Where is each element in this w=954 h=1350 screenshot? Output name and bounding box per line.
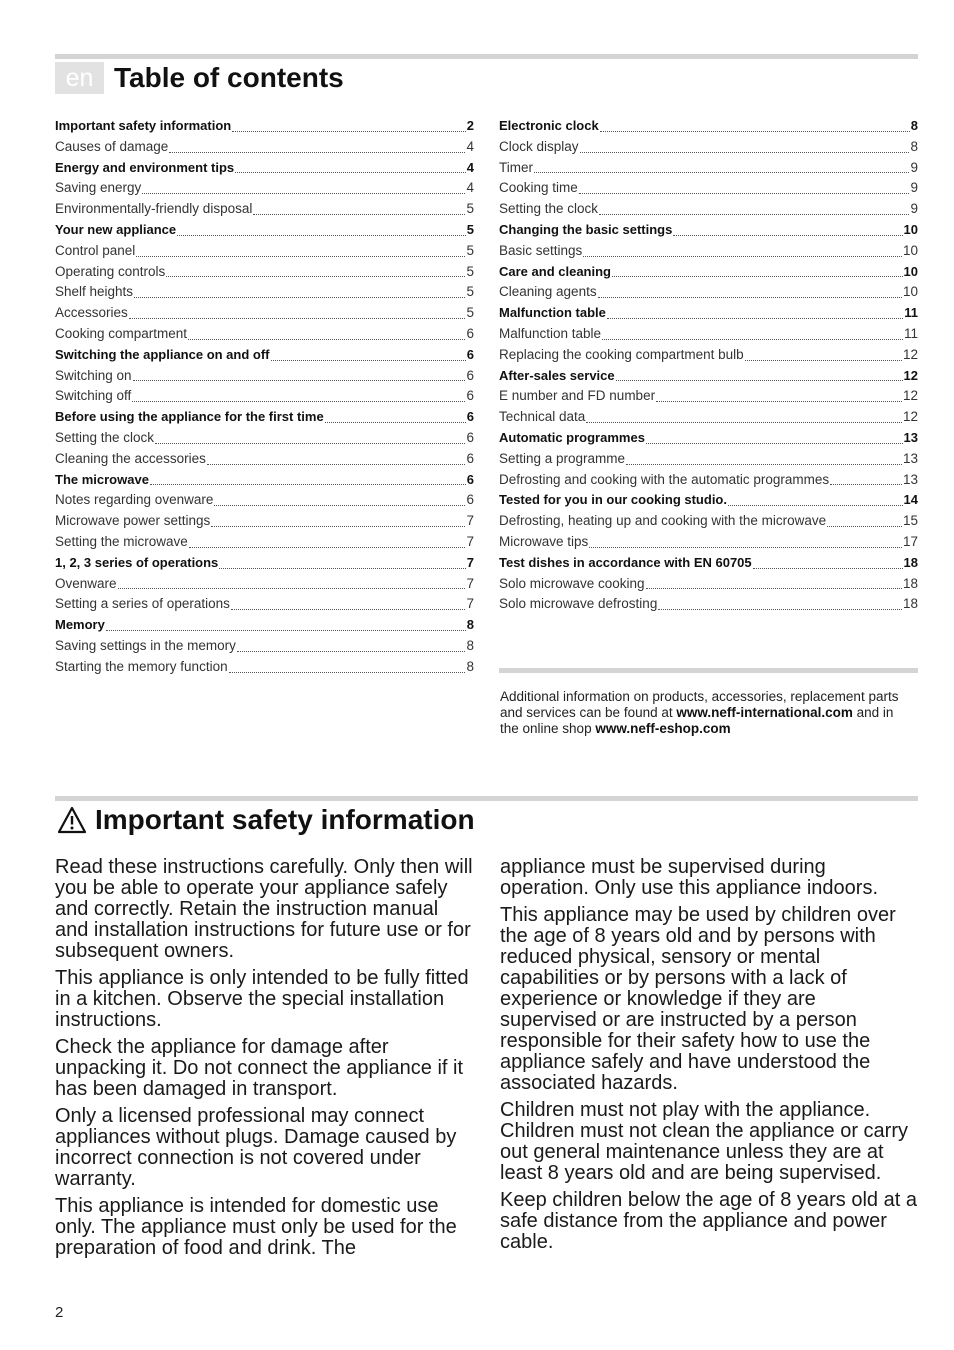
toc-entry[interactable] <box>499 449 918 470</box>
toc-dot-leader <box>235 171 466 173</box>
toc-dot-leader <box>589 546 902 548</box>
safety-paragraph: This appliance may be used by children over the age of 8 years old and by persons with reduced physical, sensory or mental capabilities or by persons with a lack of experience or knowledge if they are supervised or are instructed by a person responsible for their safety how to use the appliance safely and have understood the associated hazards. <box>500 904 896 1094</box>
toc-entry-label: Technical data <box>499 409 586 425</box>
toc-dot-leader <box>600 130 910 132</box>
additional-info <box>500 689 915 737</box>
toc-entry-page: 9 <box>910 180 918 196</box>
safety-paragraph: appliance must be supervised during operation. Only use this appliance indoors. <box>500 856 879 899</box>
toc-dot-leader <box>271 359 466 361</box>
toc-entry-page: 6 <box>466 388 474 404</box>
toc-dot-leader <box>166 275 465 277</box>
toc-entry[interactable] <box>499 345 918 366</box>
toc-entry-label: Setting the clock <box>499 201 599 217</box>
toc-dot-leader <box>658 608 902 610</box>
toc-dot-leader <box>214 504 465 506</box>
toc-entry-label: Automatic programmes <box>499 429 645 445</box>
toc-section-entry[interactable] <box>499 428 918 449</box>
toc-entry[interactable] <box>55 428 474 449</box>
toc-entry[interactable] <box>499 241 918 262</box>
toc-entry-page: 6 <box>466 409 474 425</box>
toc-dot-leader <box>133 379 466 381</box>
toc-entry[interactable] <box>499 574 918 595</box>
toc-entry-label: Setting the clock <box>55 429 155 445</box>
toc-section-entry[interactable] <box>499 116 918 137</box>
safety-paragraph: This appliance is intended for domestic use only. The appliance must only be used for the preparation of food and drink. The <box>55 1195 457 1259</box>
toc-entry-label: Cleaning agents <box>499 284 597 300</box>
toc-entry[interactable] <box>499 282 918 303</box>
toc-section-entry[interactable] <box>499 553 918 574</box>
toc-entry-label: Accessories <box>55 305 128 321</box>
toc-entry-page: 5 <box>466 284 474 300</box>
toc-entry-label: Switching on <box>55 367 132 383</box>
toc-entry-label: E number and FD number <box>499 388 656 404</box>
toc-dot-leader <box>830 483 902 485</box>
info-text-middle: and in the online shop <box>500 705 894 736</box>
toc-dot-leader <box>229 671 466 673</box>
toc-section-entry[interactable] <box>499 366 918 387</box>
toc-entry-label: Switching off <box>55 388 132 404</box>
toc-entry-page: 8 <box>910 138 918 154</box>
toc-entry-label: Clock display <box>499 138 579 154</box>
toc-dot-leader <box>656 400 902 402</box>
toc-entry-page: 12 <box>902 346 918 362</box>
toc-section-entry[interactable] <box>55 407 474 428</box>
toc-entry[interactable] <box>499 532 918 553</box>
toc-entry-label: Operating controls <box>55 263 166 279</box>
toc-entry-page: 5 <box>466 263 474 279</box>
toc-entry-label: Defrosting and cooking with the automatic programmes <box>499 471 830 487</box>
toc-entry[interactable] <box>55 262 474 283</box>
toc-entry-page: 10 <box>902 284 918 300</box>
toc-dot-leader <box>237 650 466 652</box>
safety-left-column <box>55 857 473 1265</box>
toc-entry-label: Tested for you in our cooking studio. <box>499 492 727 508</box>
toc-dot-leader <box>188 338 465 340</box>
toc-entry-page: 18 <box>902 596 918 612</box>
toc-dot-leader <box>646 442 903 444</box>
toc-entry-label: Timer <box>499 159 533 175</box>
toc-entry-label: After-sales service <box>499 367 615 383</box>
toc-dot-leader <box>169 151 465 153</box>
toc-entry-label: Saving settings in the memory <box>55 637 236 653</box>
toc-entry-page: 10 <box>903 221 918 237</box>
toc-dot-leader <box>134 296 465 298</box>
toc-entry-label: Defrosting, heating up and cooking with the microwave <box>499 513 827 529</box>
toc-entry[interactable] <box>499 470 918 491</box>
toc-entry-page: 15 <box>902 513 918 529</box>
toc-entry[interactable] <box>55 386 474 407</box>
toc-entry-page: 7 <box>466 513 474 529</box>
safety-heading <box>55 802 475 838</box>
toc-dot-leader <box>612 275 903 277</box>
toc-dot-leader <box>586 421 902 423</box>
safety-paragraph: Only a licensed professional may connect appliances without plugs. Damage caused by incorrect connection is not covered under warranty. <box>55 1105 457 1190</box>
safety-rule <box>55 796 918 801</box>
toc-entry-page: 12 <box>902 409 918 425</box>
toc-section-entry[interactable] <box>55 158 474 179</box>
toc-title: Table of contents <box>114 62 344 93</box>
toc-dot-leader <box>673 234 902 236</box>
toc-entry-label: Malfunction table <box>499 305 606 321</box>
toc-dot-leader <box>207 463 466 465</box>
toc-entry-page: 5 <box>466 221 474 237</box>
toc-entry-label: Cleaning the accessories <box>55 450 206 466</box>
toc-dot-leader <box>598 296 902 298</box>
toc-entry[interactable] <box>55 511 474 532</box>
toc-entry-label: Microwave power settings <box>55 513 211 529</box>
toc-entry-label: Cooking time <box>499 180 578 196</box>
toc-dot-leader <box>177 234 466 236</box>
toc-entry[interactable] <box>55 657 474 678</box>
toc-entry[interactable] <box>55 303 474 324</box>
safety-right-column <box>500 857 918 1259</box>
safety-paragraph: Check the appliance for damage after unpacking it. Do not connect the appliance if it has been damaged in transport. <box>55 1036 464 1100</box>
toc-entry-label: Important safety information <box>55 118 232 133</box>
info-text-before: Additional information on products, accessories, replacement parts and services can be found at <box>500 689 899 720</box>
toc-entry-page: 8 <box>910 118 918 133</box>
toc-dot-leader <box>211 525 465 527</box>
top-rule <box>55 54 918 59</box>
toc-entry-page: 13 <box>903 429 918 445</box>
toc-dot-leader <box>646 587 902 589</box>
toc-entry[interactable] <box>55 366 474 387</box>
toc-dot-leader <box>136 255 465 257</box>
toc-dot-leader <box>106 629 466 631</box>
toc-entry-label: Setting a programme <box>499 450 626 466</box>
toc-entry-label: Before using the appliance for the first time <box>55 409 324 425</box>
toc-entry-page: 18 <box>902 575 918 591</box>
toc-entry-page: 12 <box>902 388 918 404</box>
safety-paragraph: Children must not play with the appliance. Children must not clean the appliance or carry out general maintenance unless they are at least 8 years old and are being supervised. <box>500 1099 908 1184</box>
toc-dot-leader <box>231 608 466 610</box>
toc-entry-page: 10 <box>902 242 918 258</box>
toc-entry-page: 6 <box>466 367 474 383</box>
toc-entry-page: 7 <box>466 596 474 612</box>
info-rule <box>499 668 918 673</box>
toc-entry-label: Care and cleaning <box>499 263 611 279</box>
toc-entry-page: 14 <box>903 492 918 508</box>
language-badge: en <box>55 62 104 94</box>
toc-dot-leader <box>155 442 465 444</box>
toc-entry-label: The microwave <box>55 471 149 487</box>
toc-entry[interactable] <box>499 158 918 179</box>
toc-dot-leader <box>626 463 902 465</box>
toc-entry-page: 10 <box>903 263 918 279</box>
toc-entry[interactable] <box>499 324 918 345</box>
toc-entry-label: Switching the appliance on and off <box>55 346 270 362</box>
toc-dot-leader <box>142 192 465 194</box>
toc-dot-leader <box>827 525 902 527</box>
warning-triangle-icon <box>57 806 87 834</box>
safety-paragraph: This appliance is only intended to be fully fitted in a kitchen. Observe the special installation instructions. <box>55 967 469 1031</box>
toc-entry-page: 11 <box>904 305 918 321</box>
toc-dot-leader <box>745 359 902 361</box>
toc-entry-label: 1, 2, 3 series of operations <box>55 554 219 570</box>
toc-entry-page: 4 <box>466 159 474 175</box>
toc-entry-page: 5 <box>466 201 474 217</box>
toc-dot-leader <box>132 400 465 402</box>
toc-dot-leader <box>580 151 910 153</box>
toc-entry-label: Your new appliance <box>55 221 177 237</box>
toc-dot-leader <box>583 255 902 257</box>
toc-entry-page: 4 <box>466 138 474 154</box>
toc-entry-page: 12 <box>903 367 918 383</box>
toc-entry-page: 6 <box>466 471 474 487</box>
toc-section-entry[interactable] <box>499 303 918 324</box>
toc-entry-label: Saving energy <box>55 180 142 196</box>
toc-entry[interactable] <box>499 386 918 407</box>
safety-paragraph: Keep children below the age of 8 years old at a safe distance from the appliance and power cable. <box>500 1189 917 1253</box>
toc-entry-page: 17 <box>902 533 918 549</box>
toc-entry-page: 13 <box>902 471 918 487</box>
toc-entry-label: Notes regarding ovenware <box>55 492 214 508</box>
toc-entry[interactable] <box>55 137 474 158</box>
toc-entry-page: 2 <box>466 118 474 133</box>
toc-entry[interactable] <box>55 449 474 470</box>
toc-entry[interactable] <box>55 178 474 199</box>
toc-entry[interactable] <box>55 282 474 303</box>
toc-entry-label: Changing the basic settings <box>499 221 673 237</box>
toc-entry[interactable] <box>55 532 474 553</box>
toc-entry-page: 6 <box>466 346 474 362</box>
toc-entry-page: 7 <box>466 533 474 549</box>
toc-section-entry[interactable] <box>499 490 918 511</box>
toc-entry-page: 8 <box>466 658 474 674</box>
toc-entry-page: 6 <box>466 492 474 508</box>
toc-entry-page: 9 <box>910 201 918 217</box>
toc-entry[interactable] <box>499 594 918 615</box>
toc-dot-leader <box>534 171 909 173</box>
toc-entry-page: 6 <box>466 450 474 466</box>
toc-entry-page: 5 <box>466 305 474 321</box>
toc-dot-leader <box>129 317 466 319</box>
toc-entry-page: 6 <box>466 325 474 341</box>
toc-entry-label: Starting the memory function <box>55 658 228 674</box>
toc-entry-label: Causes of damage <box>55 138 169 154</box>
toc-dot-leader <box>118 587 466 589</box>
toc-entry-page: 8 <box>466 617 474 633</box>
toc-entry-page: 9 <box>910 159 918 175</box>
toc-dot-leader <box>219 567 465 569</box>
toc-left-column <box>55 116 474 678</box>
toc-entry-label: Malfunction table <box>499 325 602 341</box>
toc-entry-label: Cooking compartment <box>55 325 188 341</box>
toc-entry-label: Environmentally-friendly disposal <box>55 201 253 217</box>
safety-paragraph: Read these instructions carefully. Only then will you be able to operate your appliance safely and correctly. Retain the instruction manual and installation instructions for future use or for subsequent owners. <box>55 856 473 962</box>
toc-entry-label: Replacing the cooking compartment bulb <box>499 346 744 362</box>
toc-entry-page: 7 <box>466 554 474 570</box>
toc-entry-label: Energy and environment tips <box>55 159 235 175</box>
toc-dot-leader <box>602 338 903 340</box>
toc-entry-label: Solo microwave cooking <box>499 575 645 591</box>
toc-dot-leader <box>232 130 466 132</box>
toc-entry-page: 6 <box>466 429 474 445</box>
toc-entry[interactable] <box>55 574 474 595</box>
toc-dot-leader <box>150 483 466 485</box>
toc-dot-leader <box>753 567 903 569</box>
toc-entry[interactable] <box>55 636 474 657</box>
toc-entry[interactable] <box>55 324 474 345</box>
toc-dot-leader <box>616 379 903 381</box>
toc-dot-leader <box>325 421 466 423</box>
toc-entry[interactable] <box>55 241 474 262</box>
toc-entry-label: Basic settings <box>499 242 583 258</box>
toc-entry-label: Setting a series of operations <box>55 596 230 612</box>
toc-entry-page: 7 <box>466 575 474 591</box>
toc-section-entry[interactable] <box>55 615 474 636</box>
toc-dot-leader <box>579 192 910 194</box>
toc-entry-page: 11 <box>903 325 918 341</box>
toc-section-entry[interactable] <box>55 116 474 137</box>
toc-dot-leader <box>728 504 903 506</box>
toc-section-entry[interactable] <box>55 553 474 574</box>
toc-entry-label: Ovenware <box>55 575 117 591</box>
toc-section-entry[interactable] <box>55 345 474 366</box>
toc-entry-page: 18 <box>903 554 918 570</box>
toc-entry[interactable] <box>499 199 918 220</box>
page-number: 2 <box>55 1304 64 1321</box>
safety-title: Important safety information <box>95 804 475 835</box>
toc-dot-leader <box>189 546 466 548</box>
toc-entry[interactable] <box>499 137 918 158</box>
toc-section-entry[interactable] <box>499 220 918 241</box>
toc-entry[interactable] <box>499 178 918 199</box>
toc-right-column <box>499 116 918 615</box>
toc-entry-label: Memory <box>55 617 105 633</box>
toc-entry[interactable] <box>55 199 474 220</box>
toc-section-entry[interactable] <box>499 262 918 283</box>
toc-entry-page: 5 <box>466 242 474 258</box>
toc-entry[interactable] <box>499 511 918 532</box>
toc-section-entry[interactable] <box>55 470 474 491</box>
toc-dot-leader <box>253 213 465 215</box>
toc-entry-label: Test dishes in accordance with EN 60705 <box>499 554 752 570</box>
toc-dot-leader <box>599 213 909 215</box>
neff-international-link[interactable]: www.neff-international.com <box>676 705 853 720</box>
toc-entry-page: 13 <box>902 450 918 466</box>
toc-entry-label: Control panel <box>55 242 136 258</box>
toc-entry-label: Microwave tips <box>499 533 589 549</box>
toc-entry[interactable] <box>55 490 474 511</box>
neff-eshop-link[interactable]: www.neff-eshop.com <box>595 721 731 736</box>
toc-entry[interactable] <box>55 594 474 615</box>
toc-entry[interactable] <box>499 407 918 428</box>
toc-entry-label: Solo microwave defrosting <box>499 596 658 612</box>
toc-entry-page: 4 <box>466 180 474 196</box>
toc-section-entry[interactable] <box>55 220 474 241</box>
toc-entry-label: Electronic clock <box>499 118 599 133</box>
toc-dot-leader <box>607 317 903 319</box>
toc-entry-label: Setting the microwave <box>55 533 188 549</box>
toc-entry-label: Shelf heights <box>55 284 134 300</box>
toc-entry-page: 8 <box>466 637 474 653</box>
